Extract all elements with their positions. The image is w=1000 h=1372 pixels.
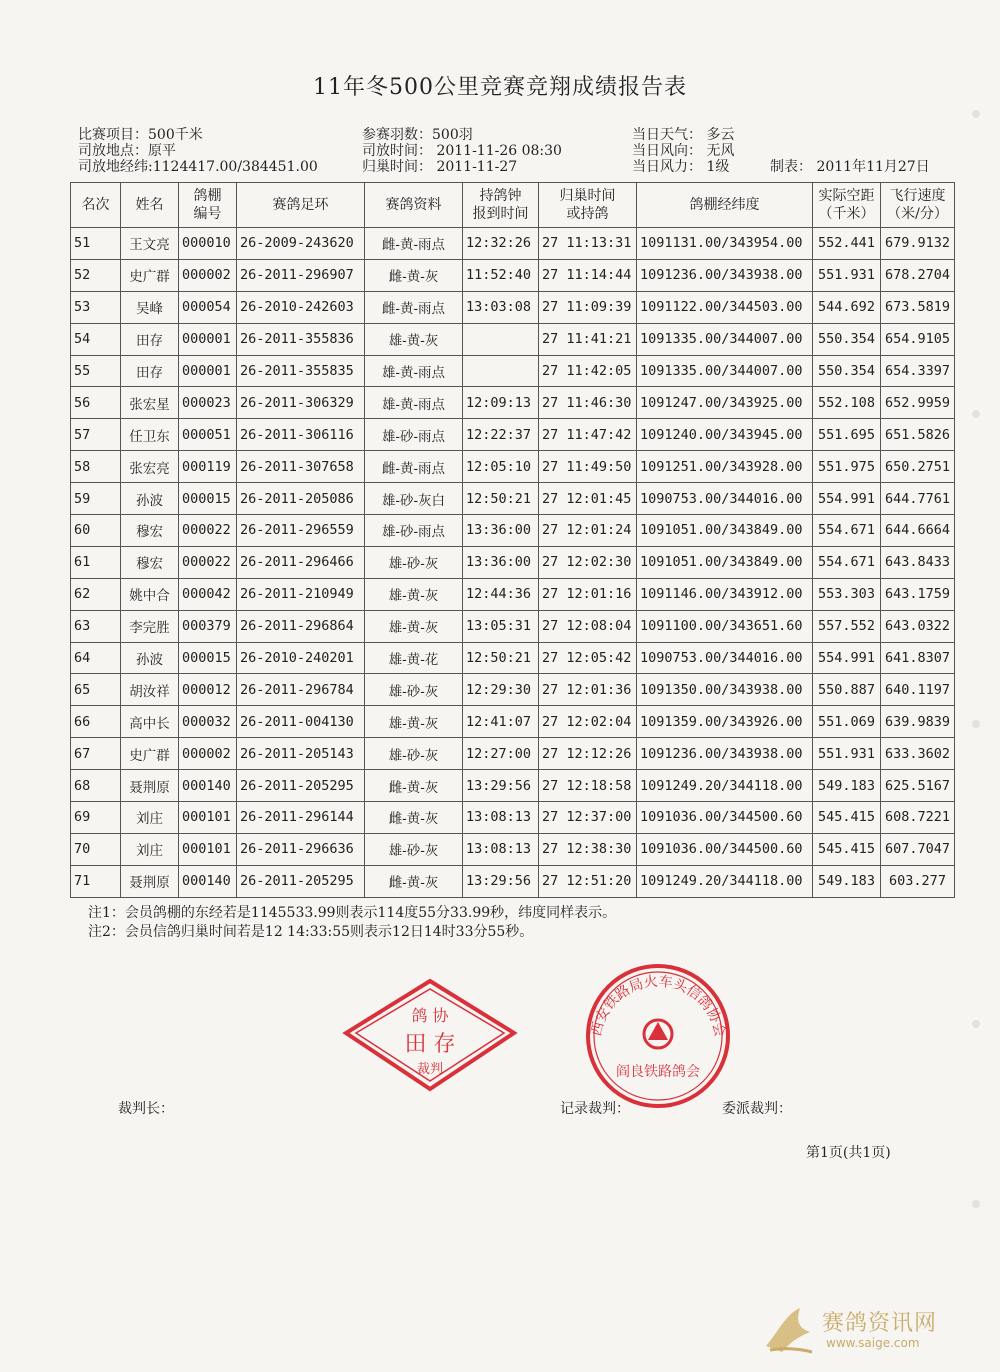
- bird-info-cell: 雄-黄-灰: [365, 323, 463, 355]
- ring-cell: 26-2011-296636: [237, 833, 365, 865]
- punch-hole: [972, 110, 980, 118]
- column-header: 姓名: [121, 183, 179, 228]
- notes: [88, 904, 616, 942]
- return-time-cell: 27 12:51:20: [539, 865, 637, 897]
- ring-cell: 26-2011-296559: [237, 515, 365, 547]
- rank-cell: 66: [71, 706, 121, 738]
- rank-cell: 56: [71, 387, 121, 419]
- loft-id-cell: 000015: [179, 642, 237, 674]
- clock-time-cell: [463, 355, 539, 387]
- speed-cell: 652.9959: [881, 387, 955, 419]
- name-cell: 张宏星: [121, 387, 179, 419]
- return-time-cell: 27 12:37:00: [539, 802, 637, 834]
- results-table: [70, 182, 955, 898]
- bird-info-cell: 雌-黄-灰: [365, 865, 463, 897]
- table-row: [71, 228, 955, 260]
- return-time-cell: 27 12:18:58: [539, 770, 637, 802]
- bird-info-cell: 雄-砂-灰: [365, 674, 463, 706]
- rank-cell: 68: [71, 770, 121, 802]
- rank-cell: 67: [71, 738, 121, 770]
- ring-cell: 26-2011-205143: [237, 738, 365, 770]
- table-row: [71, 578, 955, 610]
- punch-hole: [972, 1200, 980, 1208]
- clock-time-cell: 12:41:07: [463, 706, 539, 738]
- ring-cell: 26-2011-296784: [237, 674, 365, 706]
- bird-info-cell: 雄-黄-灰: [365, 578, 463, 610]
- loft-id-cell: 000022: [179, 515, 237, 547]
- punch-hole: [972, 1020, 980, 1028]
- distance-cell: 552.108: [813, 387, 881, 419]
- loft-id-cell: 000010: [179, 228, 237, 260]
- ring-cell: 26-2011-306329: [237, 387, 365, 419]
- table-row: [71, 451, 955, 483]
- distance-cell: 549.183: [813, 865, 881, 897]
- column-header: 飞行速度 （米/分）: [881, 183, 955, 228]
- bird-info-cell: 雌-黄-雨点: [365, 451, 463, 483]
- rank-cell: 51: [71, 228, 121, 260]
- return-time-cell: 27 11:14:44: [539, 259, 637, 291]
- table-row: [71, 833, 955, 865]
- clock-time-cell: [463, 323, 539, 355]
- distance-cell: 552.441: [813, 228, 881, 260]
- name-cell: 聂荆原: [121, 770, 179, 802]
- recording-judge-label: 记录裁判：: [560, 1101, 630, 1117]
- name-cell: 孙波: [121, 642, 179, 674]
- coords-cell: 1091335.00/344007.00: [637, 355, 813, 387]
- speed-cell: 633.3602: [881, 738, 955, 770]
- coords-cell: 1091249.20/344118.00: [637, 865, 813, 897]
- return-time-cell: 27 11:47:42: [539, 419, 637, 451]
- table-row: [71, 706, 955, 738]
- return-time-cell: 27 11:13:31: [539, 228, 637, 260]
- coords-cell: 1091131.00/343954.00: [637, 228, 813, 260]
- rank-cell: 60: [71, 515, 121, 547]
- bird-info-cell: 雄-砂-灰: [365, 833, 463, 865]
- bird-info-cell: 雄-砂-灰: [365, 546, 463, 578]
- distance-cell: 551.695: [813, 419, 881, 451]
- bird-info-cell: 雄-黄-灰: [365, 610, 463, 642]
- rank-cell: 52: [71, 259, 121, 291]
- return-time-cell: 27 12:02:30: [539, 546, 637, 578]
- coords-cell: 1091350.00/343938.00: [637, 674, 813, 706]
- bird-info-cell: 雄-砂-雨点: [365, 515, 463, 547]
- return-time-cell: 27 12:08:04: [539, 610, 637, 642]
- bird-info-cell: 雌-黄-雨点: [365, 291, 463, 323]
- ring-cell: 26-2010-240201: [237, 642, 365, 674]
- ring-cell: 26-2011-296466: [237, 546, 365, 578]
- coords-cell: 1091335.00/344007.00: [637, 323, 813, 355]
- name-cell: 穆宏: [121, 515, 179, 547]
- punch-hole: [972, 720, 980, 728]
- name-cell: 田存: [121, 323, 179, 355]
- info-weather: 当日天气： 多云: [632, 127, 735, 143]
- distance-cell: 550.354: [813, 323, 881, 355]
- clock-time-cell: 12:29:30: [463, 674, 539, 706]
- column-header: 持鸽钟 报到时间: [463, 183, 539, 228]
- ring-cell: 26-2011-306116: [237, 419, 365, 451]
- distance-cell: 553.303: [813, 578, 881, 610]
- loft-id-cell: 000054: [179, 291, 237, 323]
- table-row: [71, 419, 955, 451]
- distance-cell: 551.069: [813, 706, 881, 738]
- table-row: [71, 323, 955, 355]
- column-header: 实际空距 （千米）: [813, 183, 881, 228]
- clock-time-cell: 12:22:37: [463, 419, 539, 451]
- return-time-cell: 27 11:42:05: [539, 355, 637, 387]
- distance-cell: 551.931: [813, 259, 881, 291]
- column-header: 赛鸽足环: [237, 183, 365, 228]
- ring-cell: 26-2011-296907: [237, 259, 365, 291]
- clock-time-cell: 13:36:00: [463, 515, 539, 547]
- note-2: 注2：会员信鸽归巢时间若是12 14:33:55则表示12日14时33分55秒。: [88, 924, 534, 940]
- coords-cell: 1091359.00/343926.00: [637, 706, 813, 738]
- ring-cell: 26-2011-004130: [237, 706, 365, 738]
- bird-info-cell: 雄-砂-灰: [365, 738, 463, 770]
- speed-cell: 678.2704: [881, 259, 955, 291]
- bird-info-cell: 雄-黄-灰: [365, 706, 463, 738]
- coords-cell: 1090753.00/344016.00: [637, 642, 813, 674]
- return-time-cell: 27 12:01:24: [539, 515, 637, 547]
- return-time-cell: 27 12:12:26: [539, 738, 637, 770]
- speed-cell: 651.5826: [881, 419, 955, 451]
- return-time-cell: 27 11:41:21: [539, 323, 637, 355]
- ring-cell: 26-2011-296144: [237, 802, 365, 834]
- table-row: [71, 483, 955, 515]
- loft-id-cell: 000001: [179, 355, 237, 387]
- bird-info-cell: 雌-黄-雨点: [365, 228, 463, 260]
- bird-info-cell: 雌-黄-灰: [365, 802, 463, 834]
- club-stamp-bottom: 阎良铁路鸽会: [616, 1064, 700, 1080]
- coords-cell: 1091247.00/343925.00: [637, 387, 813, 419]
- name-cell: 高中长: [121, 706, 179, 738]
- name-cell: 李完胜: [121, 610, 179, 642]
- ring-cell: 26-2011-307658: [237, 451, 365, 483]
- loft-id-cell: 000042: [179, 578, 237, 610]
- speed-cell: 673.5819: [881, 291, 955, 323]
- speed-cell: 650.2751: [881, 451, 955, 483]
- rank-cell: 57: [71, 419, 121, 451]
- info-made-date: 制表： 2011年11月27日: [770, 159, 930, 175]
- coords-cell: 1091249.20/344118.00: [637, 770, 813, 802]
- loft-id-cell: 000023: [179, 387, 237, 419]
- name-cell: 田存: [121, 355, 179, 387]
- return-time-cell: 27 11:49:50: [539, 451, 637, 483]
- loft-id-cell: 000002: [179, 738, 237, 770]
- coords-cell: 1091036.00/344500.60: [637, 802, 813, 834]
- speed-cell: 639.9839: [881, 706, 955, 738]
- coords-cell: 1091146.00/343912.00: [637, 578, 813, 610]
- distance-cell: 551.975: [813, 451, 881, 483]
- bird-info-cell: 雄-砂-雨点: [365, 419, 463, 451]
- info-event: 比赛项目：500千米: [78, 127, 203, 143]
- ring-cell: 26-2011-355835: [237, 355, 365, 387]
- distance-cell: 550.887: [813, 674, 881, 706]
- column-header: 赛鸽资料: [365, 183, 463, 228]
- ring-cell: 26-2010-242603: [237, 291, 365, 323]
- clock-time-cell: 13:03:08: [463, 291, 539, 323]
- distance-cell: 549.183: [813, 770, 881, 802]
- coords-cell: 1091240.00/343945.00: [637, 419, 813, 451]
- loft-id-cell: 000051: [179, 419, 237, 451]
- punch-hole: [972, 410, 980, 418]
- coords-cell: 1091236.00/343938.00: [637, 738, 813, 770]
- loft-id-cell: 000032: [179, 706, 237, 738]
- page-title: 11年冬500公里竞赛竞翔成绩报告表: [313, 75, 687, 100]
- distance-cell: 554.671: [813, 546, 881, 578]
- watermark-url: www.saige.com: [826, 1336, 920, 1350]
- speed-cell: 643.0322: [881, 610, 955, 642]
- rank-cell: 69: [71, 802, 121, 834]
- clock-time-cell: 13:05:31: [463, 610, 539, 642]
- judge-stamp: [340, 975, 520, 1095]
- info-wind-direction: 当日风向： 无风: [632, 143, 735, 159]
- note-1: 注1：会员鸽棚的东经若是1145533.99则表示114度55分33.99秒，纬度同样表示。: [88, 905, 617, 921]
- return-time-cell: 27 11:09:39: [539, 291, 637, 323]
- info-release-time: 司放时间： 2011-11-26 08:30: [362, 143, 562, 159]
- speed-cell: 643.8433: [881, 546, 955, 578]
- return-time-cell: 27 12:01:16: [539, 578, 637, 610]
- speed-cell: 640.1197: [881, 674, 955, 706]
- coords-cell: 1091051.00/343849.00: [637, 546, 813, 578]
- loft-id-cell: 000012: [179, 674, 237, 706]
- bird-info-cell: 雄-黄-花: [365, 642, 463, 674]
- coords-cell: 1091036.00/344500.60: [637, 833, 813, 865]
- distance-cell: 544.692: [813, 291, 881, 323]
- loft-id-cell: 000140: [179, 770, 237, 802]
- clock-time-cell: 13:08:13: [463, 833, 539, 865]
- clock-time-cell: 12:44:36: [463, 578, 539, 610]
- table-row: [71, 610, 955, 642]
- rank-cell: 53: [71, 291, 121, 323]
- ring-cell: 26-2009-243620: [237, 228, 365, 260]
- column-header: 鸽棚经纬度: [637, 183, 813, 228]
- coords-cell: 1090753.00/344016.00: [637, 483, 813, 515]
- rank-cell: 71: [71, 865, 121, 897]
- speed-cell: 641.8307: [881, 642, 955, 674]
- speed-cell: 643.1759: [881, 578, 955, 610]
- coords-cell: 1091100.00/343651.60: [637, 610, 813, 642]
- distance-cell: 554.991: [813, 642, 881, 674]
- name-cell: 刘庄: [121, 802, 179, 834]
- name-cell: 史广群: [121, 738, 179, 770]
- distance-cell: 545.415: [813, 833, 881, 865]
- judge-stamp-top: 鸽 协: [411, 1006, 449, 1025]
- clock-time-cell: 11:52:40: [463, 259, 539, 291]
- speed-cell: 644.6664: [881, 515, 955, 547]
- club-stamp: [578, 960, 738, 1110]
- clock-time-cell: 12:32:26: [463, 228, 539, 260]
- ring-cell: 26-2011-205295: [237, 770, 365, 802]
- loft-id-cell: 000101: [179, 833, 237, 865]
- loft-id-cell: 000140: [179, 865, 237, 897]
- bird-info-cell: 雌-黄-灰: [365, 259, 463, 291]
- pigeon-logo-icon: [760, 1302, 820, 1358]
- table-row: [71, 642, 955, 674]
- info-release-site: 司放地点：原平: [78, 143, 176, 159]
- table-row: [71, 674, 955, 706]
- table-row: [71, 738, 955, 770]
- info-birds: 参赛羽数：500羽: [362, 127, 473, 143]
- bird-info-cell: 雌-黄-灰: [365, 770, 463, 802]
- column-header: 名次: [71, 183, 121, 228]
- rank-cell: 64: [71, 642, 121, 674]
- site-watermark: [760, 1300, 990, 1360]
- ring-cell: 26-2011-210949: [237, 578, 365, 610]
- rank-cell: 63: [71, 610, 121, 642]
- loft-id-cell: 000001: [179, 323, 237, 355]
- table-row: [71, 515, 955, 547]
- speed-cell: 608.7221: [881, 802, 955, 834]
- coords-cell: 1091251.00/343928.00: [637, 451, 813, 483]
- info-wind-force: 当日风力： 1级: [632, 159, 730, 175]
- rank-cell: 62: [71, 578, 121, 610]
- club-stamp-ring-text: 西安铁路局火车头信鸽协会: [588, 973, 728, 1039]
- name-cell: 胡汝祥: [121, 674, 179, 706]
- speed-cell: 607.7047: [881, 833, 955, 865]
- return-time-cell: 27 12:05:42: [539, 642, 637, 674]
- speed-cell: 654.3397: [881, 355, 955, 387]
- bird-info-cell: 雄-黄-雨点: [365, 387, 463, 419]
- clock-time-cell: 12:09:13: [463, 387, 539, 419]
- loft-id-cell: 000119: [179, 451, 237, 483]
- table-row: [71, 770, 955, 802]
- page-number: 第1页(共1页): [806, 1145, 891, 1161]
- table-body: [71, 228, 955, 898]
- ring-cell: 26-2011-205295: [237, 865, 365, 897]
- loft-id-cell: 000101: [179, 802, 237, 834]
- rank-cell: 58: [71, 451, 121, 483]
- rank-cell: 54: [71, 323, 121, 355]
- return-time-cell: 27 11:46:30: [539, 387, 637, 419]
- rank-cell: 65: [71, 674, 121, 706]
- name-cell: 史广群: [121, 259, 179, 291]
- name-cell: 穆宏: [121, 546, 179, 578]
- column-header: 鸽棚 编号: [179, 183, 237, 228]
- distance-cell: 554.671: [813, 515, 881, 547]
- name-cell: 任卫东: [121, 419, 179, 451]
- ring-cell: 26-2011-355836: [237, 323, 365, 355]
- speed-cell: 644.7761: [881, 483, 955, 515]
- rank-cell: 55: [71, 355, 121, 387]
- coords-cell: 1091051.00/343849.00: [637, 515, 813, 547]
- rank-cell: 59: [71, 483, 121, 515]
- delegated-judge-label: 委派裁判：: [722, 1101, 792, 1117]
- distance-cell: 545.415: [813, 802, 881, 834]
- rank-cell: 61: [71, 546, 121, 578]
- bird-info-cell: 雄-砂-灰白: [365, 483, 463, 515]
- loft-id-cell: 000015: [179, 483, 237, 515]
- name-cell: 姚中合: [121, 578, 179, 610]
- ring-cell: 26-2011-205086: [237, 483, 365, 515]
- distance-cell: 557.552: [813, 610, 881, 642]
- clock-time-cell: 13:29:56: [463, 865, 539, 897]
- table-row: [71, 865, 955, 897]
- return-time-cell: 27 12:01:36: [539, 674, 637, 706]
- speed-cell: 603.277: [881, 865, 955, 897]
- name-cell: 聂荆原: [121, 865, 179, 897]
- clock-time-cell: 12:05:10: [463, 451, 539, 483]
- clock-time-cell: 12:50:21: [463, 483, 539, 515]
- clock-time-cell: 13:08:13: [463, 802, 539, 834]
- judge-stamp-bottom: 裁判: [416, 1062, 444, 1077]
- loft-id-cell: 000002: [179, 259, 237, 291]
- speed-cell: 625.5167: [881, 770, 955, 802]
- return-time-cell: 27 12:38:30: [539, 833, 637, 865]
- chief-judge-label: 裁判长：: [118, 1101, 174, 1117]
- clock-time-cell: 13:36:00: [463, 546, 539, 578]
- name-cell: 刘庄: [121, 833, 179, 865]
- table-header-row: [71, 183, 955, 228]
- table-row: [71, 802, 955, 834]
- loft-id-cell: 000379: [179, 610, 237, 642]
- rank-cell: 70: [71, 833, 121, 865]
- info-return-time: 归巢时间： 2011-11-27: [362, 159, 518, 175]
- distance-cell: 554.991: [813, 483, 881, 515]
- watermark-text: 赛鸽资讯网: [822, 1311, 938, 1336]
- ring-cell: 26-2011-296864: [237, 610, 365, 642]
- name-cell: 孙波: [121, 483, 179, 515]
- clock-time-cell: 13:29:56: [463, 770, 539, 802]
- table-row: [71, 291, 955, 323]
- clock-time-cell: 12:27:00: [463, 738, 539, 770]
- judge-stamp-name: 田 存: [404, 1032, 456, 1057]
- table-row: [71, 546, 955, 578]
- speed-cell: 679.9132: [881, 228, 955, 260]
- coords-cell: 1091122.00/344503.00: [637, 291, 813, 323]
- column-header: 归巢时间 或持鸽: [539, 183, 637, 228]
- return-time-cell: 27 12:02:04: [539, 706, 637, 738]
- table-row: [71, 387, 955, 419]
- speed-cell: 654.9105: [881, 323, 955, 355]
- name-cell: 吴峰: [121, 291, 179, 323]
- loft-id-cell: 000022: [179, 546, 237, 578]
- name-cell: 王文亮: [121, 228, 179, 260]
- coords-cell: 1091236.00/343938.00: [637, 259, 813, 291]
- distance-cell: 551.931: [813, 738, 881, 770]
- table-row: [71, 259, 955, 291]
- name-cell: 张宏亮: [121, 451, 179, 483]
- return-time-cell: 27 12:01:45: [539, 483, 637, 515]
- clock-time-cell: 12:50:21: [463, 642, 539, 674]
- table-row: [71, 355, 955, 387]
- distance-cell: 550.354: [813, 355, 881, 387]
- bird-info-cell: 雄-黄-雨点: [365, 355, 463, 387]
- info-release-coords: 司放地经纬:1124417.00/384451.00: [78, 159, 318, 175]
